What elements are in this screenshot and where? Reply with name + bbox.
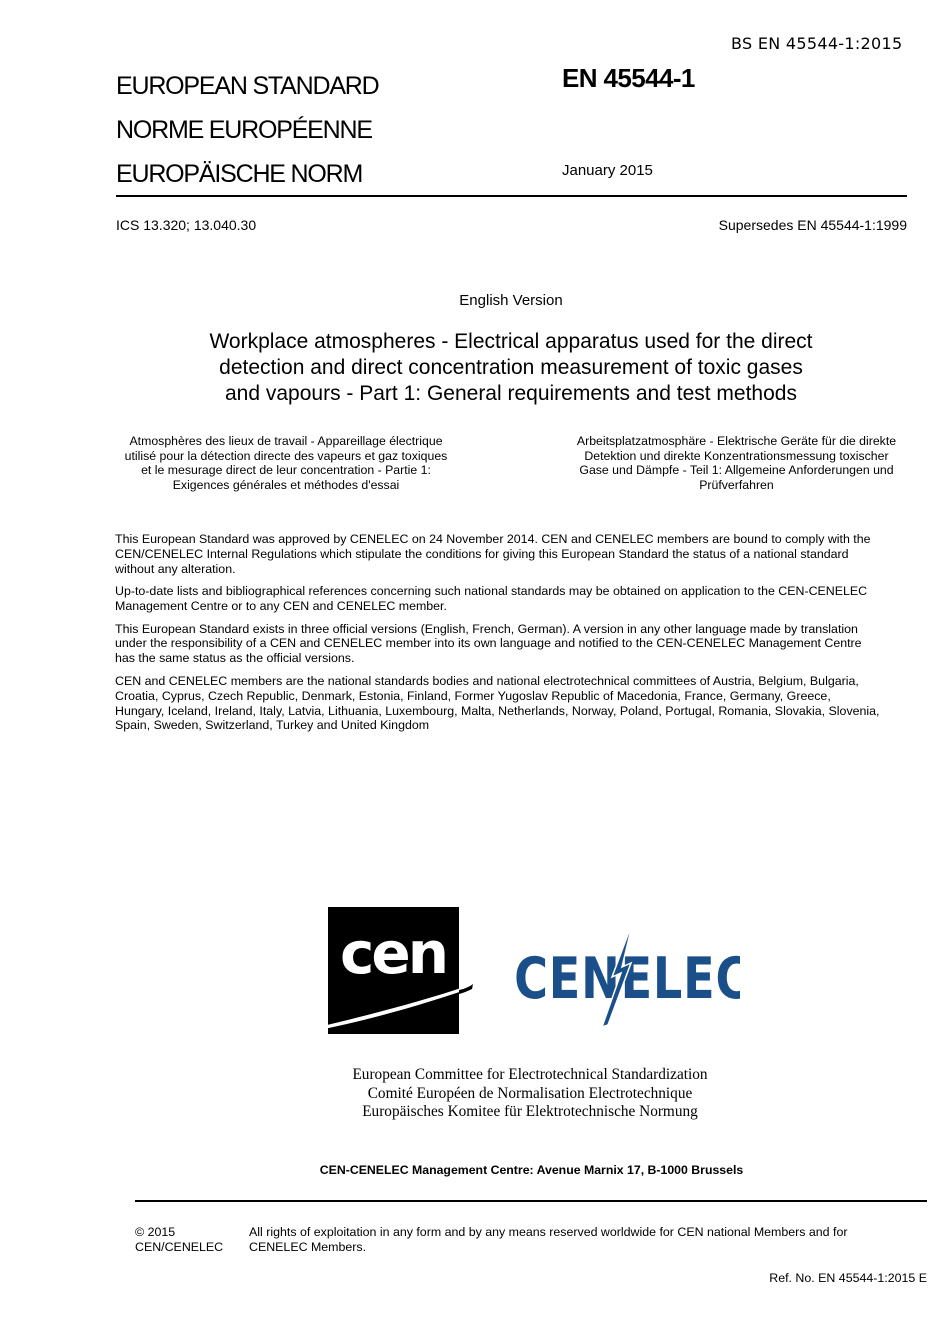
french-title-line: et le mesurage direct de leur concentration - Partie 1: bbox=[141, 463, 431, 478]
title-line: and vapours - Part 1: General requirements and test methods bbox=[225, 382, 797, 405]
publication-date: January 2015 bbox=[562, 162, 653, 179]
french-title bbox=[116, 434, 456, 492]
french-title-line: Atmosphères des lieux de travail - Appareillage électrique bbox=[129, 434, 443, 448]
version-label: English Version bbox=[459, 292, 563, 309]
cen-logo-text: cen bbox=[339, 919, 447, 987]
document-title bbox=[150, 329, 872, 407]
cenelec-logo-text: CENELEC bbox=[514, 946, 740, 1013]
cen-logo bbox=[310, 907, 473, 1034]
german-title bbox=[566, 434, 907, 492]
bs-reference: BS EN 45544-1:2015 bbox=[731, 34, 903, 53]
standard-number: EN 45544-1 bbox=[562, 63, 695, 93]
standard-type-titles bbox=[116, 64, 379, 196]
versions-paragraph: This European Standard exists in three official versions (English, French, German). A version in any other language made by translation under the responsibility of a CEN and CENELEC member into its own language and notified to the CEN-CENELEC Management Centre has the same status as the official versions. bbox=[115, 621, 862, 666]
german-title-line: Prüfverfahren bbox=[699, 477, 774, 492]
committee-english: European Committee for Electrotechnical Standardization bbox=[352, 1066, 708, 1083]
title-line: Workplace atmospheres - Electrical apparatus used for the direct bbox=[209, 330, 813, 353]
logos-graphic bbox=[310, 903, 740, 1038]
german-title-line: Arbeitsplatzatmosphäre - Elektrische Geräte für die direkte bbox=[576, 434, 897, 448]
ics-codes: ICS 13.320; 13.040.30 bbox=[116, 217, 257, 233]
committee-names bbox=[300, 1066, 760, 1122]
management-centre-address: CEN-CENELEC Management Centre: Avenue Marnix 17, B-1000 Brussels bbox=[319, 1163, 744, 1177]
title-english: EUROPEAN STANDARD bbox=[116, 72, 379, 100]
cenelec-logo bbox=[514, 921, 740, 1027]
rights-statement: All rights of exploitation in any form and by any means reserved worldwide for CEN national Members and for CENELEC Members. bbox=[249, 1225, 848, 1254]
committee-german: Europäisches Komitee für Elektrotechnische Normung bbox=[362, 1103, 698, 1120]
organisation-logos bbox=[310, 903, 740, 1038]
title-german: EUROPÄISCHE NORM bbox=[116, 160, 363, 188]
approval-paragraph: This European Standard was approved by CENELEC on 24 November 2014. CEN and CENELEC members are bound to comply with the CEN/CENELEC Internal Regulations which stipulate the conditions for giving this European Standard the status of a national standard without any alteration. bbox=[115, 532, 871, 576]
german-title-line: Detektion und direkte Konzentrationsmessung toxischer bbox=[584, 448, 889, 463]
top-divider bbox=[116, 195, 907, 197]
title-line: detection and direct concentration measurement of toxic gases bbox=[219, 356, 803, 379]
references-paragraph: Up-to-date lists and bibliographical references concerning such national standards may be obtained on application to the CEN-CENELEC Management Centre or to any CEN and CENELEC member. bbox=[115, 584, 868, 614]
approval-notes bbox=[115, 532, 910, 741]
copyright: © 2015 CEN/CENELEC bbox=[135, 1225, 224, 1254]
french-title-line: Exigences générales et méthodes d'essai bbox=[172, 477, 400, 492]
committee-french: Comité Européen de Normalisation Electrotechnique bbox=[367, 1084, 693, 1102]
reference-number: Ref. No. EN 45544-1:2015 E bbox=[769, 1271, 927, 1285]
german-title-line: Gase und Dämpfe - Teil 1: Allgemeine Anforderungen und bbox=[579, 463, 894, 478]
bottom-divider bbox=[135, 1200, 927, 1202]
members-paragraph: CEN and CENELEC members are the national standards bodies and national electrotechnical committees of Austria, Belgium, Bulgaria, Croatia, Cyprus, Czech Republic, Denmark, Estonia, Finland, Former Yugoslav Republic of Macedonia, France, Germany, Greece, Hungary, Iceland, Ireland, Italy, Latvia, Lithuania, Luxembourg, Malta, Netherlands, Norway, Poland, Portugal, Romania, Slovakia, Slovenia, Spain, Sweden, Switzerland, Turkey and United Kingdom bbox=[115, 673, 880, 733]
french-title-line: utilisé pour la détection directe des vapeurs et gaz toxiques bbox=[124, 448, 448, 463]
title-french: NORME EUROPÉENNE bbox=[116, 116, 372, 144]
supersedes: Supersedes EN 45544-1:1999 bbox=[718, 217, 907, 233]
